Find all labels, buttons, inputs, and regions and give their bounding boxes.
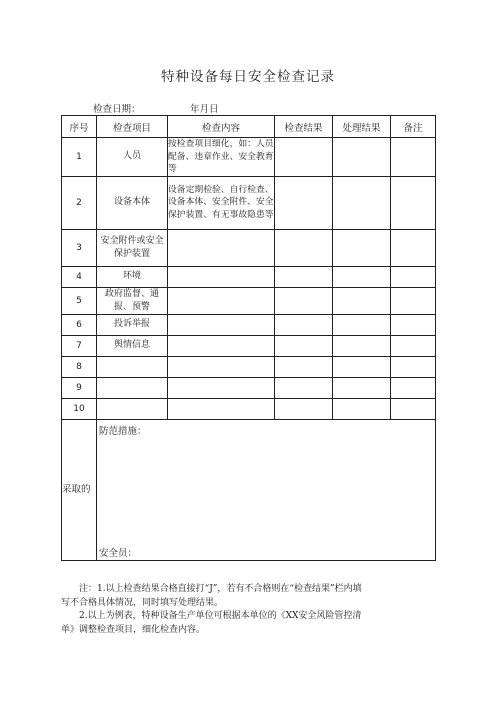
row-remarks-cell[interactable]	[391, 377, 436, 398]
row-serial-no: 3	[62, 229, 97, 266]
row-check-content: 按检查项目细化，如：人员配备、违章作业、安全教育等	[168, 139, 274, 174]
header-check-result: 检查结果	[275, 116, 333, 138]
measures-row	[62, 419, 436, 560]
row-check-item: 安全附件或安全保护装置	[97, 229, 168, 266]
row-check-result-cell[interactable]	[275, 398, 333, 419]
row-check-item: 投诉举报	[97, 314, 168, 335]
row-check-item: 人员	[97, 138, 168, 177]
row-check-result-cell[interactable]	[275, 377, 333, 398]
row-remarks-cell[interactable]	[391, 314, 436, 335]
row-serial-no: 1	[62, 138, 97, 177]
row-serial-no: 5	[62, 287, 97, 314]
table-row	[62, 287, 436, 314]
row-remarks-cell[interactable]	[391, 229, 436, 266]
row-remarks-cell[interactable]	[391, 356, 436, 377]
row-check-content	[168, 335, 275, 356]
row-check-result-cell[interactable]	[275, 266, 333, 287]
row-handling-result-cell[interactable]	[333, 229, 391, 266]
row-check-item	[97, 356, 168, 377]
row-check-content	[168, 398, 275, 419]
table-row	[62, 176, 436, 229]
row-check-content	[168, 356, 275, 377]
table-row	[62, 266, 436, 287]
row-handling-result-cell[interactable]	[333, 398, 391, 419]
header-handling-result: 处理结果	[333, 116, 391, 138]
row-check-result-cell[interactable]	[275, 314, 333, 335]
row-check-result-cell[interactable]	[275, 176, 333, 229]
row-check-result-cell[interactable]	[275, 229, 333, 266]
row-check-result-cell[interactable]	[275, 287, 333, 314]
table-row	[62, 398, 436, 419]
header-check-content: 检查内容	[168, 116, 275, 138]
row-remarks-cell[interactable]	[391, 266, 436, 287]
row-handling-result-cell[interactable]	[333, 314, 391, 335]
row-check-result-cell[interactable]	[275, 335, 333, 356]
row-check-content: 设备定期检验、自行检查、设备本体、安全附件、安全保护装置、有无事故隐患等	[168, 176, 275, 229]
inspection-table	[61, 115, 436, 561]
row-check-item	[97, 377, 168, 398]
row-check-content	[168, 287, 275, 314]
row-check-content	[168, 314, 275, 335]
row-serial-no: 2	[62, 176, 97, 229]
row-serial-no: 7	[62, 335, 97, 356]
header-serial-no: 序号	[62, 116, 97, 138]
measures-label: 防范措施：	[99, 425, 147, 437]
footnotes	[61, 583, 439, 637]
row-handling-result-cell[interactable]	[333, 335, 391, 356]
row-check-content	[168, 377, 275, 398]
safety-officer-label: 安全员：	[99, 547, 138, 559]
row-serial-no: 10	[62, 398, 97, 419]
row-serial-no: 8	[62, 356, 97, 377]
table-row	[62, 138, 436, 177]
row-handling-result-cell[interactable]	[333, 176, 391, 229]
row-check-item: 政府监督、通报、预警	[97, 287, 168, 314]
table-row	[62, 229, 436, 266]
note-line-2: 2.以上为例表，特种设备生产单位可根据本单位的《XX安全风险管控清	[79, 611, 362, 621]
table-header-row	[62, 116, 436, 138]
table-row	[62, 335, 436, 356]
row-remarks-cell[interactable]	[391, 335, 436, 356]
table-row	[62, 314, 436, 335]
row-check-result-cell[interactable]	[275, 138, 333, 177]
note-line-2-continued: 单》调整检查项目，细化检查内容。	[61, 624, 206, 635]
row-check-item: 舆情信息	[97, 335, 168, 356]
note-line-1: 注：1.以上检查结果合格直接打“J”，若有不合格则在“检查结果”栏内填	[79, 584, 362, 594]
row-remarks-cell[interactable]	[391, 398, 436, 419]
table-row	[62, 377, 436, 398]
row-handling-result-cell[interactable]	[333, 138, 391, 177]
note-line-1-continued: 写不合格具体情况，同时填写处理结果。	[61, 597, 224, 608]
row-check-result-cell[interactable]	[275, 356, 333, 377]
header-remarks: 备注	[391, 116, 436, 138]
row-serial-no: 4	[62, 266, 97, 287]
inspection-date-label: 检查日期：	[93, 104, 141, 115]
measures-row-label: 采取的	[62, 419, 97, 560]
row-check-item: 环境	[97, 266, 168, 287]
measures-cell[interactable]	[97, 419, 436, 560]
page-title: 特种设备每日安全检查记录	[161, 69, 335, 85]
row-check-item: 设备本体	[97, 176, 168, 229]
row-check-content	[168, 229, 275, 266]
row-handling-result-cell[interactable]	[333, 356, 391, 377]
row-handling-result-cell[interactable]	[333, 266, 391, 287]
row-handling-result-cell[interactable]	[333, 287, 391, 314]
header-check-item: 检查项目	[97, 116, 168, 138]
row-remarks-cell[interactable]	[391, 138, 436, 177]
inspection-date-value: 年月日	[190, 104, 219, 115]
row-serial-no: 9	[62, 377, 97, 398]
row-remarks-cell[interactable]	[391, 287, 436, 314]
row-check-content	[168, 266, 275, 287]
table-row	[62, 356, 436, 377]
row-check-item	[97, 398, 168, 419]
row-handling-result-cell[interactable]	[333, 377, 391, 398]
row-remarks-cell[interactable]	[391, 176, 436, 229]
row-serial-no: 6	[62, 314, 97, 335]
